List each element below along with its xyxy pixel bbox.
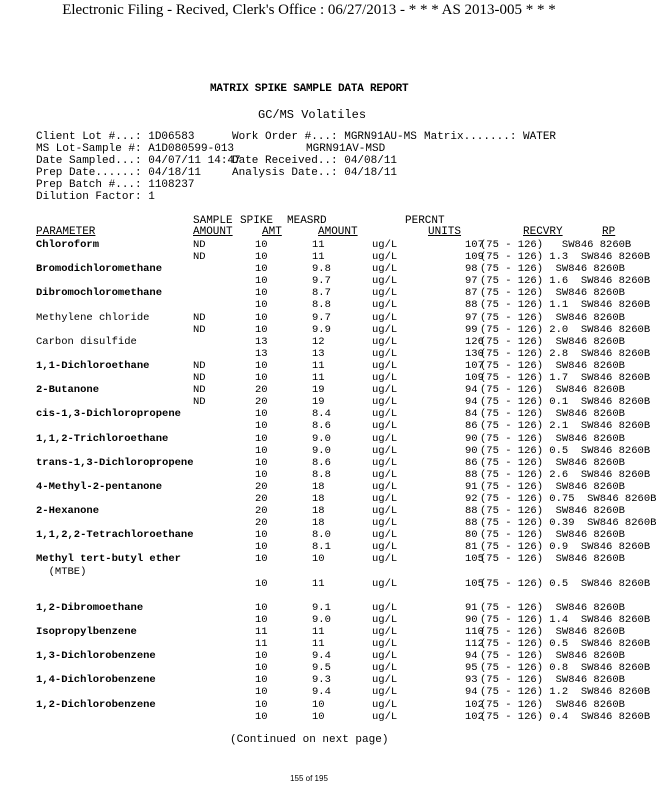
units-cell: ug/L bbox=[372, 239, 398, 251]
dilution-factor: Dilution Factor: 1 bbox=[36, 191, 155, 203]
measured-amount-cell: 8.6 bbox=[312, 420, 331, 433]
percent-recovery-cell: 87 bbox=[465, 287, 478, 300]
table-row bbox=[0, 468, 651, 481]
limits-method-cell: (75 - 126) 1.7 SW846 8260B bbox=[480, 372, 651, 385]
percent-recovery-cell: 94 bbox=[465, 396, 478, 409]
percent-recovery-cell: 99 bbox=[465, 323, 478, 336]
spike-amount-cell: 10 bbox=[255, 444, 268, 457]
percent-recovery-cell: 105 bbox=[465, 577, 484, 590]
measured-amount-cell: 9.3 bbox=[312, 674, 331, 687]
units-cell: ug/L bbox=[372, 432, 398, 445]
parameter-cell: Bromodichloromethane bbox=[36, 263, 163, 276]
limits-method-cell: (75 - 126) 2.0 SW846 8260B bbox=[480, 323, 651, 336]
table-row bbox=[0, 263, 625, 276]
limits-method-cell: (75 - 126) 2.6 SW846 8260B bbox=[480, 468, 651, 481]
spike-amount-cell: 10 bbox=[255, 529, 268, 542]
sample-amount-cell: ND bbox=[193, 239, 206, 251]
measured-amount-cell: 9.5 bbox=[312, 662, 331, 675]
units-cell: ug/L bbox=[372, 601, 398, 614]
limits-method-cell: (75 - 126) 1.6 SW846 8260B bbox=[480, 275, 651, 288]
units-cell: ug/L bbox=[372, 650, 398, 663]
sample-amount-cell: ND bbox=[193, 359, 206, 372]
spike-amount-cell: 10 bbox=[255, 662, 268, 675]
spike-amount-cell: 10 bbox=[255, 686, 268, 699]
units-cell: ug/L bbox=[372, 505, 398, 518]
table-row bbox=[0, 505, 625, 518]
measured-amount-cell: 13 bbox=[312, 347, 325, 360]
table-row bbox=[0, 577, 651, 590]
spike-amount-cell: 10 bbox=[255, 275, 268, 288]
percent-recovery-cell: 92 bbox=[465, 492, 478, 505]
parameter-cell: 1,1,2,2-Tetrachloroethane bbox=[36, 529, 194, 542]
measured-amount-cell: 11 bbox=[312, 359, 325, 372]
measured-amount-cell: 9.1 bbox=[312, 601, 331, 614]
table-row bbox=[0, 553, 625, 566]
measured-amount-cell: 10 bbox=[312, 698, 325, 711]
limits-method-cell: (75 - 126) 1.2 SW846 8260B bbox=[480, 686, 651, 699]
table-row bbox=[0, 638, 651, 651]
sample-amount-cell: ND bbox=[193, 251, 206, 264]
units-cell: ug/L bbox=[372, 275, 398, 288]
parameter-cell: Methylene chloride bbox=[36, 311, 150, 324]
table-row bbox=[0, 480, 625, 493]
limits-method-cell: (75 - 126) 0.5 SW846 8260B bbox=[480, 577, 651, 590]
units-cell: ug/L bbox=[372, 384, 398, 397]
percent-recovery-cell: 107 bbox=[465, 239, 484, 251]
limits-method-cell: (75 - 126) SW846 8260B bbox=[480, 529, 625, 542]
results-table bbox=[0, 239, 656, 723]
limits-method-cell: (75 - 126) SW846 8260B bbox=[480, 601, 625, 614]
table-row bbox=[0, 299, 651, 312]
work-order-2: MGRN91AV-MSD bbox=[306, 143, 386, 155]
col-sample-top: SAMPLE bbox=[193, 215, 233, 227]
units-cell: ug/L bbox=[372, 444, 398, 457]
measured-amount-cell: 9.0 bbox=[312, 613, 331, 626]
spike-amount-cell: 10 bbox=[255, 468, 268, 481]
measured-amount-cell: 18 bbox=[312, 517, 325, 530]
limits-method-cell: (75 - 126) SW846 8260B bbox=[480, 698, 625, 711]
table-row bbox=[0, 541, 651, 554]
limits-method-cell: (75 - 126) SW846 8260B bbox=[480, 408, 625, 421]
percent-recovery-cell: 81 bbox=[465, 541, 478, 554]
table-row bbox=[0, 686, 651, 699]
limits-method-cell: (75 - 126) SW846 8260B bbox=[480, 650, 625, 663]
table-row bbox=[0, 408, 625, 421]
parameter-cell: (MTBE) bbox=[36, 565, 87, 578]
limits-method-cell: (75 - 126) SW846 8260B bbox=[480, 674, 625, 687]
spike-amount-cell: 13 bbox=[255, 335, 268, 348]
parameter-cell: Dibromochloromethane bbox=[36, 287, 163, 300]
table-row bbox=[0, 529, 625, 542]
percent-recovery-cell: 109 bbox=[465, 372, 484, 385]
measured-amount-cell: 12 bbox=[312, 335, 325, 348]
col-rpd: RP bbox=[602, 226, 616, 238]
spike-amount-cell: 10 bbox=[255, 287, 268, 300]
table-row bbox=[0, 359, 625, 372]
spike-amount-cell: 10 bbox=[255, 650, 268, 663]
table-row bbox=[0, 275, 651, 288]
limits-method-cell: (75 - 126) SW846 8260B bbox=[480, 626, 625, 638]
sample-amount-cell: ND bbox=[193, 384, 206, 397]
parameter-cell: 1,2-Dichlorobenzene bbox=[36, 698, 156, 711]
table-row bbox=[0, 420, 651, 433]
measured-amount-cell: 18 bbox=[312, 492, 325, 505]
limits-method-cell: (75 - 126) 0.39 SW846 8260B bbox=[480, 517, 656, 530]
spike-amount-cell: 20 bbox=[255, 492, 268, 505]
units-cell: ug/L bbox=[372, 456, 398, 469]
parameter-cell: Methyl tert-butyl ether bbox=[36, 553, 181, 566]
units-cell: ug/L bbox=[372, 372, 398, 385]
spike-amount-cell: 10 bbox=[255, 456, 268, 469]
table-row bbox=[0, 347, 651, 360]
parameter-cell: 2-Butanone bbox=[36, 384, 100, 397]
percent-recovery-cell: 88 bbox=[465, 299, 478, 312]
parameter-cell: 1,2-Dibromoethane bbox=[36, 601, 144, 614]
percent-recovery-cell: 130 bbox=[465, 347, 484, 360]
units-cell: ug/L bbox=[372, 335, 398, 348]
measured-amount-cell: 9.0 bbox=[312, 432, 331, 445]
limits-method-cell: (75 - 126) SW846 8260B bbox=[480, 480, 625, 493]
parameter-cell: 1,1,2-Trichloroethane bbox=[36, 432, 169, 445]
units-cell: ug/L bbox=[372, 662, 398, 675]
measured-amount-cell: 9.4 bbox=[312, 686, 331, 699]
spike-amount-cell: 10 bbox=[255, 541, 268, 554]
parameter-cell: 1,3-Dichlorobenzene bbox=[36, 650, 156, 663]
limits-method-cell: (75 - 126) 1.3 SW846 8260B bbox=[480, 251, 651, 264]
date-received: Date Received..: 04/08/11 bbox=[232, 155, 398, 167]
measured-amount-cell: 18 bbox=[312, 480, 325, 493]
spike-amount-cell: 10 bbox=[255, 601, 268, 614]
table-row bbox=[0, 492, 656, 505]
percent-recovery-cell: 90 bbox=[465, 444, 478, 457]
units-cell: ug/L bbox=[372, 553, 398, 566]
table-row bbox=[0, 456, 625, 469]
spike-amount-cell: 13 bbox=[255, 347, 268, 360]
spike-amount-cell: 10 bbox=[255, 553, 268, 566]
parameter-cell: 2-Hexanone bbox=[36, 505, 100, 518]
spike-amount-cell: 10 bbox=[255, 408, 268, 421]
limits-method-cell: (75 - 126) SW846 8260B bbox=[480, 384, 625, 397]
limits-method-cell: (75 - 126) 1.4 SW846 8260B bbox=[480, 613, 651, 626]
report-subtitle: GC/MS Volatiles bbox=[258, 108, 367, 122]
measured-amount-cell: 11 bbox=[312, 251, 325, 264]
limits-method-cell: (75 - 126) 2.8 SW846 8260B bbox=[480, 347, 651, 360]
spike-amount-cell: 10 bbox=[255, 323, 268, 336]
percent-recovery-cell: 97 bbox=[465, 275, 478, 288]
spike-amount-cell: 10 bbox=[255, 263, 268, 276]
prep-date: Prep Date......: 04/18/11 bbox=[36, 167, 202, 179]
percent-recovery-cell: 97 bbox=[465, 311, 478, 324]
spike-amount-cell: 10 bbox=[255, 311, 268, 324]
units-cell: ug/L bbox=[372, 408, 398, 421]
table-row bbox=[0, 650, 625, 663]
percent-recovery-cell: 90 bbox=[465, 432, 478, 445]
table-row bbox=[0, 384, 625, 397]
measured-amount-cell: 19 bbox=[312, 384, 325, 397]
percent-recovery-cell: 94 bbox=[465, 650, 478, 663]
spike-amount-cell: 10 bbox=[255, 420, 268, 433]
units-cell: ug/L bbox=[372, 541, 398, 554]
col-recvry: RECVRY bbox=[523, 226, 563, 238]
filing-header: Electronic Filing - Recived, Clerk's Office : 06/27/2013 - * * * AS 2013-005 * * * bbox=[62, 2, 556, 18]
percent-recovery-cell: 107 bbox=[465, 359, 484, 372]
ms-lot-sample: MS Lot-Sample #: A1D080599-013 bbox=[36, 143, 235, 155]
units-cell: ug/L bbox=[372, 710, 398, 723]
limits-method-cell: (75 - 126) 2.1 SW846 8260B bbox=[480, 420, 651, 433]
units-cell: ug/L bbox=[372, 299, 398, 312]
measured-amount-cell: 11 bbox=[312, 638, 325, 651]
measured-amount-cell: 10 bbox=[312, 710, 325, 723]
parameter-cell: Isopropylbenzene bbox=[36, 626, 137, 638]
col-spike-amt: AMT bbox=[262, 226, 282, 238]
percent-recovery-cell: 95 bbox=[465, 662, 478, 675]
units-cell: ug/L bbox=[372, 287, 398, 300]
limits-method-cell: (75 - 126) 0.5 SW846 8260B bbox=[480, 638, 651, 651]
limits-method-cell: (75 - 126) SW846 8260B bbox=[480, 553, 625, 566]
table-row bbox=[0, 674, 625, 687]
measured-amount-cell: 8.4 bbox=[312, 408, 331, 421]
spike-amount-cell: 20 bbox=[255, 517, 268, 530]
units-cell: ug/L bbox=[372, 311, 398, 324]
measured-amount-cell: 8.6 bbox=[312, 456, 331, 469]
units-cell: ug/L bbox=[372, 626, 398, 638]
measured-amount-cell: 8.8 bbox=[312, 299, 331, 312]
percent-recovery-cell: 80 bbox=[465, 529, 478, 542]
col-units: UNITS bbox=[428, 226, 462, 238]
sample-amount-cell: ND bbox=[193, 372, 206, 385]
spike-amount-cell: 10 bbox=[255, 577, 268, 590]
table-row bbox=[0, 444, 651, 457]
units-cell: ug/L bbox=[372, 420, 398, 433]
continued-note: (Continued on next page) bbox=[230, 734, 389, 746]
table-row bbox=[0, 698, 625, 711]
table-row bbox=[0, 239, 632, 251]
prep-batch: Prep Batch #...: 1108237 bbox=[36, 179, 195, 191]
table-row bbox=[0, 613, 651, 626]
units-cell: ug/L bbox=[372, 251, 398, 264]
limits-method-cell: (75 - 126) 0.5 SW846 8260B bbox=[480, 444, 651, 457]
measured-amount-cell: 19 bbox=[312, 396, 325, 409]
limits-method-cell: (75 - 126) SW846 8260B bbox=[480, 359, 625, 372]
units-cell: ug/L bbox=[372, 347, 398, 360]
table-row bbox=[0, 566, 618, 578]
measured-amount-cell: 11 bbox=[312, 577, 325, 590]
col-percnt-top: PERCNT bbox=[405, 215, 445, 227]
limits-method-cell: (75 - 126) SW846 8260B bbox=[480, 239, 632, 251]
units-cell: ug/L bbox=[372, 638, 398, 651]
limits-method-cell: (75 - 126) SW846 8260B bbox=[480, 432, 625, 445]
percent-recovery-cell: 91 bbox=[465, 480, 478, 493]
percent-recovery-cell: 94 bbox=[465, 686, 478, 699]
measured-amount-cell: 8.7 bbox=[312, 287, 331, 300]
percent-recovery-cell: 98 bbox=[465, 263, 478, 276]
measured-amount-cell: 11 bbox=[312, 372, 325, 385]
spike-amount-cell: 20 bbox=[255, 480, 268, 493]
page-number: 155 of 195 bbox=[290, 774, 328, 783]
date-sampled: Date Sampled...: 04/07/11 14:47 bbox=[36, 155, 241, 167]
col-sample-amount: AMOUNT bbox=[193, 226, 233, 238]
percent-recovery-cell: 105 bbox=[465, 553, 484, 566]
percent-recovery-cell: 94 bbox=[465, 384, 478, 397]
spike-amount-cell: 10 bbox=[255, 239, 268, 251]
spike-amount-cell: 10 bbox=[255, 251, 268, 264]
table-row bbox=[0, 517, 656, 530]
units-cell: ug/L bbox=[372, 529, 398, 542]
parameter-cell: cis-1,3-Dichloropropene bbox=[36, 408, 181, 421]
measured-amount-cell: 8.8 bbox=[312, 468, 331, 481]
table-row bbox=[0, 590, 618, 602]
spike-amount-cell: 10 bbox=[255, 674, 268, 687]
parameter-cell: trans-1,3-Dichloropropene bbox=[36, 456, 194, 469]
measured-amount-cell: 8.0 bbox=[312, 529, 331, 542]
units-cell: ug/L bbox=[372, 517, 398, 530]
sample-amount-cell: ND bbox=[193, 396, 206, 409]
percent-recovery-cell: 86 bbox=[465, 420, 478, 433]
spike-amount-cell: 10 bbox=[255, 299, 268, 312]
units-cell: ug/L bbox=[372, 396, 398, 409]
units-cell: ug/L bbox=[372, 359, 398, 372]
limits-method-cell: (75 - 126) SW846 8260B bbox=[480, 505, 625, 518]
spike-amount-cell: 10 bbox=[255, 710, 268, 723]
table-row bbox=[0, 662, 651, 675]
limits-method-cell: (75 - 126) SW846 8260B bbox=[480, 263, 625, 276]
spike-amount-cell: 10 bbox=[255, 372, 268, 385]
spike-amount-cell: 20 bbox=[255, 384, 268, 397]
limits-method-cell: (75 - 126) 0.75 SW846 8260B bbox=[480, 492, 656, 505]
limits-method-cell: (75 - 126) 0.1 SW846 8260B bbox=[480, 396, 651, 409]
parameter-cell: 4-Methyl-2-pentanone bbox=[36, 480, 163, 493]
percent-recovery-cell: 86 bbox=[465, 456, 478, 469]
measured-amount-cell: 8.1 bbox=[312, 541, 331, 554]
parameter-cell: 1,1-Dichloroethane bbox=[36, 359, 150, 372]
spike-amount-cell: 10 bbox=[255, 698, 268, 711]
col-spike-top: SPIKE bbox=[240, 215, 274, 227]
units-cell: ug/L bbox=[372, 480, 398, 493]
spike-amount-cell: 10 bbox=[255, 613, 268, 626]
units-cell: ug/L bbox=[372, 698, 398, 711]
units-cell: ug/L bbox=[372, 577, 398, 590]
col-measrd-amount: AMOUNT bbox=[318, 226, 358, 238]
percent-recovery-cell: 112 bbox=[465, 638, 484, 651]
table-row bbox=[0, 710, 651, 723]
measured-amount-cell: 18 bbox=[312, 505, 325, 518]
percent-recovery-cell: 84 bbox=[465, 408, 478, 421]
units-cell: ug/L bbox=[372, 613, 398, 626]
limits-method-cell: (75 - 126) SW846 8260B bbox=[480, 311, 625, 324]
analysis-date: Analysis Date..: 04/18/11 bbox=[232, 167, 398, 179]
table-row bbox=[0, 601, 625, 614]
percent-recovery-cell: 88 bbox=[465, 505, 478, 518]
table-row bbox=[0, 396, 651, 409]
table-row bbox=[0, 251, 651, 264]
parameter-cell: 1,4-Dichlorobenzene bbox=[36, 674, 156, 687]
units-cell: ug/L bbox=[372, 323, 398, 336]
units-cell: ug/L bbox=[372, 468, 398, 481]
units-cell: ug/L bbox=[372, 674, 398, 687]
spike-amount-cell: 10 bbox=[255, 359, 268, 372]
percent-recovery-cell: 102 bbox=[465, 698, 484, 711]
sample-amount-cell: ND bbox=[193, 323, 206, 336]
work-order: Work Order #...: MGRN91AU-MS bbox=[232, 131, 417, 143]
percent-recovery-cell: 110 bbox=[465, 626, 484, 638]
table-row bbox=[0, 432, 625, 445]
units-cell: ug/L bbox=[372, 263, 398, 276]
percent-recovery-cell: 88 bbox=[465, 517, 478, 530]
measured-amount-cell: 9.9 bbox=[312, 323, 331, 336]
measured-amount-cell: 9.7 bbox=[312, 275, 331, 288]
col-measrd-top: MEASRD bbox=[287, 215, 327, 227]
spike-amount-cell: 20 bbox=[255, 396, 268, 409]
sample-amount-cell: ND bbox=[193, 311, 206, 324]
measured-amount-cell: 9.8 bbox=[312, 263, 331, 276]
spike-amount-cell: 11 bbox=[255, 638, 268, 651]
table-row bbox=[0, 335, 625, 348]
col-parameter: PARAMETER bbox=[36, 226, 96, 238]
measured-amount-cell: 11 bbox=[312, 239, 325, 251]
percent-recovery-cell: 91 bbox=[465, 601, 478, 614]
measured-amount-cell: 10 bbox=[312, 553, 325, 566]
parameter-cell: Chloroform bbox=[36, 239, 100, 251]
percent-recovery-cell: 126 bbox=[465, 335, 484, 348]
parameter-cell: Carbon disulfide bbox=[36, 335, 137, 348]
percent-recovery-cell: 90 bbox=[465, 613, 478, 626]
percent-recovery-cell: 102 bbox=[465, 710, 484, 723]
table-row bbox=[0, 323, 651, 336]
limits-method-cell: (75 - 126) SW846 8260B bbox=[480, 456, 625, 469]
measured-amount-cell: 9.4 bbox=[312, 650, 331, 663]
limits-method-cell: (75 - 126) 0.8 SW846 8260B bbox=[480, 662, 651, 675]
limits-method-cell: (75 - 126) SW846 8260B bbox=[480, 287, 625, 300]
measured-amount-cell: 9.0 bbox=[312, 444, 331, 457]
table-row bbox=[0, 311, 625, 324]
limits-method-cell: (75 - 126) SW846 8260B bbox=[480, 335, 625, 348]
spike-amount-cell: 10 bbox=[255, 432, 268, 445]
spike-amount-cell: 11 bbox=[255, 626, 268, 638]
table-row bbox=[0, 287, 625, 300]
spike-amount-cell: 20 bbox=[255, 505, 268, 518]
limits-method-cell: (75 - 126) 0.4 SW846 8260B bbox=[480, 710, 651, 723]
report-title: MATRIX SPIKE SAMPLE DATA REPORT bbox=[210, 83, 409, 95]
units-cell: ug/L bbox=[372, 686, 398, 699]
limits-method-cell: (75 - 126) 0.9 SW846 8260B bbox=[480, 541, 651, 554]
table-row bbox=[0, 626, 625, 638]
percent-recovery-cell: 93 bbox=[465, 674, 478, 687]
measured-amount-cell: 11 bbox=[312, 626, 325, 638]
matrix: Matrix.......: WATER bbox=[424, 131, 557, 143]
table-row bbox=[0, 372, 651, 385]
units-cell: ug/L bbox=[372, 492, 398, 505]
limits-method-cell: (75 - 126) 1.1 SW846 8260B bbox=[480, 299, 651, 312]
measured-amount-cell: 9.7 bbox=[312, 311, 331, 324]
percent-recovery-cell: 109 bbox=[465, 251, 484, 264]
percent-recovery-cell: 88 bbox=[465, 468, 478, 481]
client-lot: Client Lot #...: 1D06583 bbox=[36, 131, 195, 143]
